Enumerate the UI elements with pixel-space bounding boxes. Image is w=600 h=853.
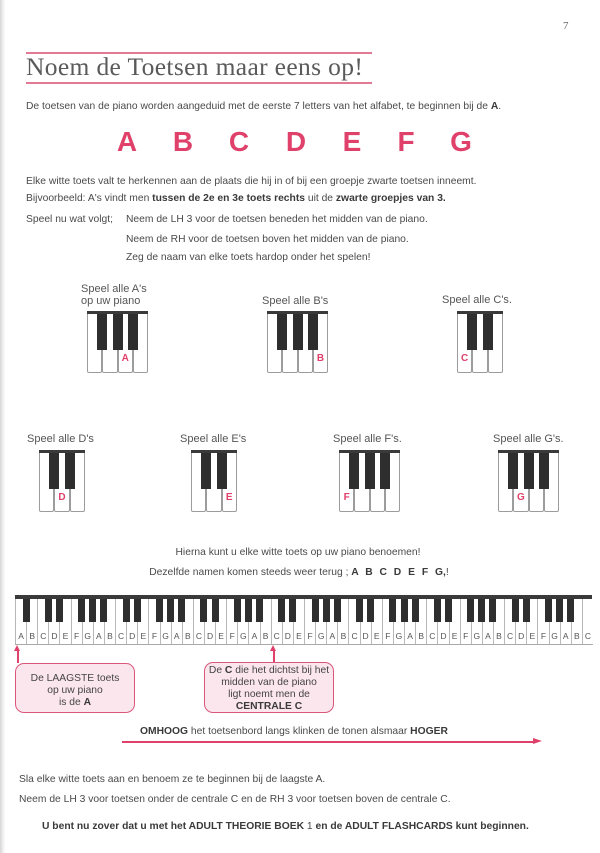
keyboard-top-strip	[339, 450, 400, 453]
intro-bold-letter: A	[490, 101, 499, 112]
black-key[interactable]	[483, 311, 493, 350]
key-letter: F	[385, 631, 391, 641]
key-letter: C	[118, 631, 125, 641]
key-letter: B	[316, 353, 325, 364]
black-key[interactable]	[217, 450, 227, 489]
black-key[interactable]	[467, 595, 474, 622]
summary-text: Dezelfde namen komen steeds weer terug ;	[149, 567, 352, 578]
key-letter: F	[307, 631, 313, 641]
black-key[interactable]	[256, 595, 263, 622]
instructions-lead: Speel nu wat volgt;	[26, 214, 114, 225]
black-key[interactable]	[349, 450, 359, 489]
callout-lowest-line-3	[16, 697, 134, 709]
key-letter: G	[517, 492, 525, 503]
key-letter: G	[162, 631, 169, 641]
key-letter: E	[373, 631, 380, 641]
key-letter: C	[507, 631, 514, 641]
intro-text	[26, 100, 501, 114]
arrow-up-icon	[273, 650, 275, 662]
callout-text: die het dichtst bij het	[232, 665, 330, 676]
mini-keyboard-e[interactable]	[191, 450, 237, 512]
footer-final-line	[42, 820, 529, 834]
black-key[interactable]	[245, 595, 252, 622]
callout-lowest-key	[15, 663, 135, 713]
black-key[interactable]	[234, 595, 241, 622]
black-key[interactable]	[56, 595, 63, 622]
key-letter: C	[429, 631, 436, 641]
explanation-line-2	[26, 192, 446, 206]
instruction-step-2: Neem de RH voor de toetsen boven het midden van de piano.	[126, 234, 409, 245]
summary-letters: A B C D E F G,	[351, 567, 446, 578]
key-letter: A	[485, 631, 491, 641]
black-key[interactable]	[445, 595, 452, 622]
arrow-up-icon	[17, 650, 19, 663]
summary-line-1: Hierna kunt u elke witte toets op uw piano benoemen!	[175, 547, 421, 558]
example-bold-1: tussen de 2e en 3e toets rechts	[152, 193, 305, 204]
black-key[interactable]	[380, 450, 390, 489]
black-key[interactable]	[65, 450, 75, 489]
key-letter: F	[74, 631, 80, 641]
alphabet-letter-a: A	[116, 126, 138, 157]
black-key[interactable]	[308, 311, 318, 350]
key-letter: D	[518, 631, 525, 641]
instruction-step-1: Neem de LH 3 voor de toetsen beneden het midden van de piano.	[126, 214, 428, 225]
exercise-label-d: Speel alle D's	[27, 433, 94, 445]
exercise-label-a-line-2: op uw piano	[81, 295, 141, 307]
callout-bold-centrale-c: CENTRALE C	[235, 701, 303, 712]
summary-line-2	[0, 566, 598, 580]
direction-body: het toetsenbord langs klinken de tonen alsmaar	[188, 726, 411, 737]
key-letter: A	[329, 631, 336, 641]
mini-keyboard-c[interactable]	[457, 311, 503, 373]
black-key[interactable]	[367, 595, 374, 622]
key-letter: F	[343, 492, 350, 503]
direction-bold-higher: HOGER	[410, 726, 448, 737]
black-key[interactable]	[113, 311, 123, 350]
key-letter: E	[140, 631, 147, 641]
callout-text: De	[208, 665, 225, 676]
key-letter: G	[473, 631, 481, 641]
black-key[interactable]	[512, 595, 519, 622]
key-letter: D	[362, 631, 369, 641]
key-letter: A	[121, 353, 129, 364]
callout-lowest-bold: A	[83, 697, 92, 708]
callout-middle-c-line-1	[205, 665, 333, 677]
exercise-label-g: Speel alle G's.	[493, 433, 564, 445]
exercise-label-f: Speel alle F's.	[333, 433, 402, 445]
callout-lowest-line-2: op uw piano	[47, 685, 103, 696]
black-key[interactable]	[556, 595, 563, 622]
full-piano-keyboard[interactable]	[15, 595, 593, 645]
keyboard-top-strip	[498, 450, 559, 453]
mini-keyboard-g[interactable]	[498, 450, 559, 512]
black-key[interactable]	[467, 311, 477, 350]
summary-end: !	[445, 567, 449, 578]
key-letter: G	[551, 631, 558, 641]
direction-bold-up: OMHOOG	[140, 726, 189, 737]
key-letter: C	[195, 631, 202, 641]
black-key[interactable]	[539, 450, 549, 489]
exercise-label-e: Speel alle E's	[180, 433, 247, 445]
intro-end: .	[498, 101, 502, 112]
black-key[interactable]	[489, 595, 496, 622]
key-letter: B	[340, 631, 347, 641]
black-key[interactable]	[45, 595, 52, 622]
black-key[interactable]	[523, 595, 530, 622]
black-key[interactable]	[167, 595, 174, 622]
alphabet-letter-c: C	[228, 126, 250, 157]
callout-middle-c-line-4	[205, 701, 333, 713]
key-letter: C	[584, 631, 591, 641]
black-key[interactable]	[356, 595, 363, 622]
black-key[interactable]	[178, 595, 185, 622]
explanation-line-1: Elke witte toets valt te herkennen aan de plaats die hij in of bij een groepje zwarte toetsen inneemt.	[26, 176, 477, 187]
key-letter: A	[96, 631, 102, 641]
key-letter: C	[461, 353, 469, 364]
keyboard-top-strip	[39, 450, 85, 453]
key-letter: E	[62, 631, 69, 641]
black-key[interactable]	[201, 450, 211, 489]
exercise-label-b: Speel alle B's	[262, 295, 329, 307]
key-letter: B	[573, 631, 580, 641]
instruction-step-3: Zeg de naam van elke toets hardop onder het spelen!	[126, 252, 371, 263]
black-key[interactable]	[49, 450, 59, 489]
key-letter: B	[107, 631, 113, 641]
key-letter: C	[273, 631, 280, 641]
alphabet-letter-b: B	[172, 126, 194, 157]
key-letter: F	[151, 631, 158, 641]
black-key[interactable]	[508, 450, 518, 489]
keyboard-top-strip	[267, 311, 328, 314]
key-letter: C	[351, 631, 358, 641]
exercise-label-a-line-1: Speel alle A's	[81, 283, 147, 295]
black-key[interactable]	[312, 595, 319, 622]
black-key[interactable]	[293, 311, 303, 350]
black-key[interactable]	[89, 595, 96, 622]
key-letter: F	[463, 631, 469, 641]
footer-line-1: Sla elke witte toets aan en benoem ze te beginnen bij de laagste A.	[19, 774, 326, 785]
key-letter: F	[229, 631, 235, 641]
callout-lowest-line-1: De LAAGSTE toets	[30, 673, 120, 684]
direction-arrow-line	[122, 741, 536, 743]
page-number: 7	[563, 20, 569, 32]
footer-final-bold-2: en de ADULT FLASHCARDS kunt beginnen.	[315, 821, 529, 832]
black-key[interactable]	[100, 595, 107, 622]
key-letter: E	[218, 631, 224, 641]
key-letter: D	[284, 631, 291, 641]
keyboard-top-strip	[457, 311, 503, 314]
key-letter: G	[317, 631, 325, 641]
key-letter: B	[418, 631, 425, 641]
key-letter: F	[540, 631, 547, 641]
black-key[interactable]	[278, 595, 285, 622]
key-letter: A	[173, 631, 180, 641]
footer-final-number: 1	[304, 821, 316, 832]
key-letter: G	[84, 631, 92, 641]
key-letter: A	[251, 631, 258, 641]
key-letter: E	[296, 631, 302, 641]
exercise-label-a	[81, 283, 147, 307]
black-key[interactable]	[23, 595, 30, 622]
footer-final-bold-1: U bent nu zover dat u met het ADULT THEORIE BOEK	[42, 821, 305, 832]
keyboard-top-strip	[15, 595, 592, 599]
black-key[interactable]	[334, 595, 341, 622]
black-key[interactable]	[134, 595, 141, 622]
black-key[interactable]	[524, 450, 534, 489]
black-key[interactable]	[200, 595, 207, 622]
page-title: Noem de Toetsen maar eens op!	[26, 52, 364, 81]
intro-body: De toetsen van de piano worden aangeduid met de eerste 7 letters van het alfabet, te beginnen bij de	[26, 101, 491, 112]
key-letter: D	[129, 631, 136, 641]
callout-bold-c: C	[224, 665, 233, 676]
mini-keyboard-a[interactable]	[87, 311, 148, 373]
key-letter: B	[262, 631, 269, 641]
callout-middle-c-line-3: ligt noemt men de	[228, 689, 310, 700]
key-letter: G	[240, 631, 247, 641]
scan-edge-shadow	[0, 0, 6, 853]
key-letter: G	[395, 631, 403, 641]
black-key[interactable]	[365, 450, 375, 489]
black-key[interactable]	[97, 311, 107, 350]
black-key[interactable]	[323, 595, 330, 622]
black-key[interactable]	[128, 311, 138, 350]
key-letter: A	[407, 631, 413, 641]
footer-line-2: Neem de LH 3 voor toetsen onder de centrale C en de RH 3 voor toetsen boven de centrale C.	[19, 794, 451, 805]
key-letter: E	[225, 492, 233, 503]
mini-keyboard-b[interactable]	[267, 311, 328, 373]
mini-keyboard-d[interactable]	[39, 450, 85, 512]
arrow-right-icon	[533, 738, 542, 744]
key-letter: D	[58, 492, 66, 503]
black-key[interactable]	[277, 311, 287, 350]
key-letter: D	[51, 631, 58, 641]
black-key[interactable]	[545, 595, 552, 622]
key-letter: B	[496, 631, 502, 641]
key-letter: A	[562, 631, 569, 641]
black-key[interactable]	[389, 595, 396, 622]
alphabet-letter-g: G	[450, 126, 472, 157]
keyboard-top-strip	[191, 450, 237, 453]
black-key[interactable]	[434, 595, 441, 622]
example-text-2: uit de	[304, 193, 336, 204]
black-key[interactable]	[78, 595, 85, 622]
black-key[interactable]	[412, 595, 419, 622]
callout-lowest-text: is de	[58, 697, 84, 708]
white-key[interactable]	[582, 595, 593, 644]
key-letter: D	[440, 631, 447, 641]
keyboard-top-strip	[87, 311, 148, 314]
black-key[interactable]	[567, 595, 574, 622]
mini-keyboard-f[interactable]	[339, 450, 400, 512]
example-bold-2: zwarte groepjes van 3.	[335, 193, 446, 204]
alphabet-letter-d: D	[285, 126, 307, 157]
key-letter: E	[451, 631, 458, 641]
direction-text	[140, 725, 448, 739]
key-letter: D	[206, 631, 214, 641]
example-text: Bijvoorbeeld: A's vindt men	[26, 193, 153, 204]
callout-middle-c-line-2: midden van de piano	[221, 677, 317, 688]
key-letter: C	[40, 631, 47, 641]
callout-middle-c	[204, 662, 334, 713]
black-key[interactable]	[289, 595, 296, 622]
black-key[interactable]	[401, 595, 408, 622]
black-key[interactable]	[478, 595, 485, 622]
alphabet-letter-e: E	[342, 126, 362, 157]
alphabet-letter-f: F	[397, 126, 415, 157]
exercise-label-c: Speel alle C's.	[442, 294, 512, 306]
black-key[interactable]	[123, 595, 130, 622]
black-key[interactable]	[212, 595, 219, 622]
black-key[interactable]	[156, 595, 163, 622]
key-letter: A	[18, 631, 24, 641]
key-letter: B	[29, 631, 35, 641]
key-letter: B	[184, 631, 191, 641]
key-letter: E	[529, 631, 536, 641]
title-rule-bottom	[26, 82, 372, 84]
